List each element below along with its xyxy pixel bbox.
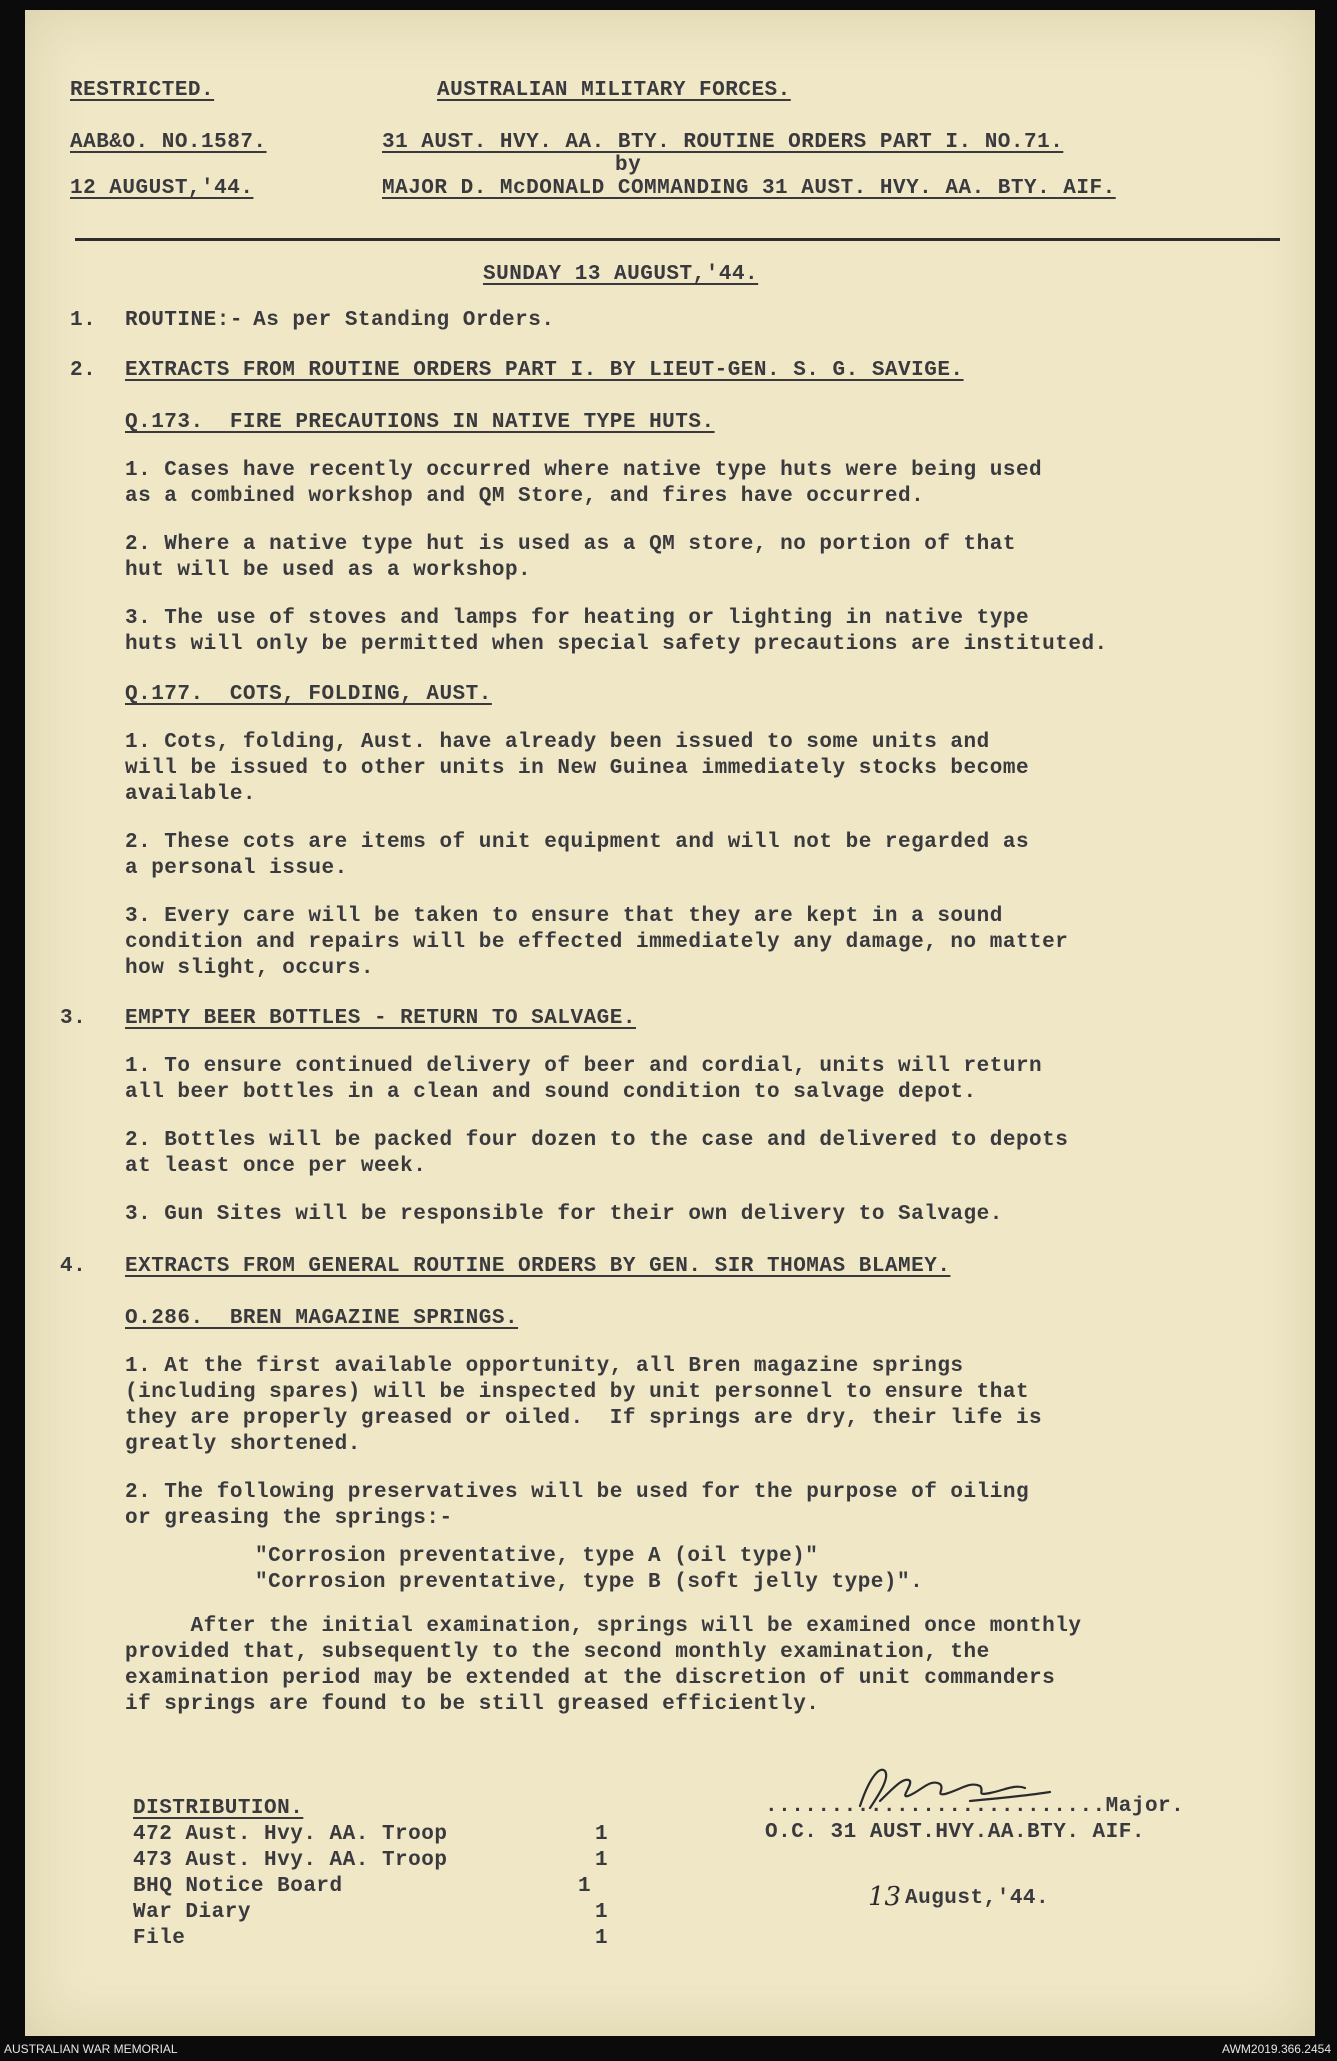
q177-para-3-line-2: condition and repairs will be effected immediately any damage, no matter: [125, 931, 1069, 954]
item-3-para-2-line-2: at least once per week.: [125, 1155, 427, 1178]
item-1-number: 1.: [70, 309, 97, 332]
distribution-row-qty: 1: [578, 1875, 592, 1898]
signature-unit: O.C. 31 AUST.HVY.AA.BTY. AIF.: [765, 1821, 1145, 1844]
distribution-row-name: War Diary: [133, 1901, 251, 1924]
footer-left: AUSTRALIAN WAR MEMORIAL: [4, 2042, 178, 2056]
q177-heading: Q.177. COTS, FOLDING, AUST.: [125, 683, 492, 706]
after-para-line-4: if springs are found to be still greased efficiently.: [125, 1693, 820, 1716]
item-2-number: 2.: [70, 359, 97, 382]
item-4-heading: EXTRACTS FROM GENERAL ROUTINE ORDERS BY GEN. SIR THOMAS BLAMEY.: [125, 1255, 951, 1278]
q286-heading: O.286. BREN MAGAZINE SPRINGS.: [125, 1307, 519, 1330]
commander-line: MAJOR D. McDONALD COMMANDING 31 AUST. HVY. AA. BTY. AIF.: [382, 177, 1116, 200]
item-3-number: 3.: [60, 1007, 87, 1030]
item-1-heading: ROUTINE:-: [125, 309, 243, 332]
q286-para-2-line-2: or greasing the springs:-: [125, 1507, 453, 1530]
q286-para-2-line-1: 2. The following preservatives will be used for the purpose of oiling: [125, 1481, 1030, 1504]
signature-date: August,'44.: [905, 1887, 1050, 1910]
q286-para-1-line-1: 1. At the first available opportunity, all Bren magazine springs: [125, 1355, 964, 1378]
q177-para-2-line-2: a personal issue.: [125, 857, 348, 880]
footer-right: AWM2019.366.2454: [1222, 2042, 1331, 2056]
q173-para-2-line-2: hut will be used as a workshop.: [125, 559, 532, 582]
distribution-row-name: BHQ Notice Board: [133, 1875, 343, 1898]
distribution-row-qty: 1: [595, 1823, 609, 1846]
distribution-row-qty: 1: [595, 1901, 609, 1924]
header-divider: [75, 238, 1280, 241]
q286-para-1-line-3: they are properly greased or oiled. If springs are dry, their life is: [125, 1407, 1043, 1430]
item-3-para-2-line-1: 2. Bottles will be packed four dozen to the case and delivered to depots: [125, 1129, 1069, 1152]
document-page: [25, 10, 1315, 2036]
q177-para-1-line-2: will be issued to other units in New Guinea immediately stocks become: [125, 757, 1030, 780]
day-heading: SUNDAY 13 AUGUST,'44.: [483, 263, 759, 286]
restricted-label: RESTRICTED.: [70, 79, 215, 102]
after-para-line-2: provided that, subsequently to the second monthly examination, the: [125, 1641, 990, 1664]
item-1-text: As per Standing Orders.: [240, 309, 555, 332]
distribution-row-name: 472 Aust. Hvy. AA. Troop: [133, 1823, 448, 1846]
q177-para-2-line-1: 2. These cots are items of unit equipment and will not be regarded as: [125, 831, 1030, 854]
distribution-row-name: File: [133, 1927, 186, 1950]
distribution-row-qty: 1: [595, 1849, 609, 1872]
q173-heading: Q.173. FIRE PRECAUTIONS IN NATIVE TYPE HUTS.: [125, 411, 715, 434]
q177-para-1-line-1: 1. Cots, folding, Aust. have already been issued to some units and: [125, 731, 990, 754]
item-4-number: 4.: [60, 1255, 87, 1278]
preservative-a: "Corrosion preventative, type A (oil type)": [255, 1545, 819, 1568]
item-3-heading: EMPTY BEER BOTTLES - RETURN TO SALVAGE.: [125, 1007, 636, 1030]
handwritten-day: 13: [868, 1882, 902, 1912]
q173-para-3-line-1: 3. The use of stoves and lamps for heating or lighting in native type: [125, 607, 1030, 630]
signature-line: ..........................Major.: [765, 1795, 1185, 1818]
item-3-para-1-line-2: all beer bottles in a clean and sound condition to salvage depot.: [125, 1081, 977, 1104]
q173-para-3-line-2: huts will only be permitted when special safety precautions are instituted.: [125, 633, 1108, 656]
q173-para-1-line-1: 1. Cases have recently occurred where native type huts were being used: [125, 459, 1043, 482]
distribution-row-name: 473 Aust. Hvy. AA. Troop: [133, 1849, 448, 1872]
item-3-para-1-line-1: 1. To ensure continued delivery of beer and cordial, units will return: [125, 1055, 1043, 1078]
after-para-line-3: examination period may be extended at the discretion of unit commanders: [125, 1667, 1056, 1690]
distribution-title: DISTRIBUTION.: [133, 1797, 304, 1820]
q286-para-1-line-4: greatly shortened.: [125, 1433, 361, 1456]
q286-para-1-line-2: (including spares) will be inspected by unit personnel to ensure that: [125, 1381, 1030, 1404]
orders-heading: 31 AUST. HVY. AA. BTY. ROUTINE ORDERS PART I. NO.71.: [382, 131, 1064, 154]
q177-para-3-line-3: how slight, occurs.: [125, 957, 374, 980]
after-para-line-1: After the initial examination, springs will be examined once monthly: [125, 1615, 1082, 1638]
item-2-heading: EXTRACTS FROM ROUTINE ORDERS PART I. BY LIEUT-GEN. S. G. SAVIGE.: [125, 359, 964, 382]
q173-para-1-line-2: as a combined workshop and QM Store, and fires have occurred.: [125, 485, 925, 508]
q173-para-2-line-1: 2. Where a native type hut is used as a QM store, no portion of that: [125, 533, 1016, 556]
distribution-row-qty: 1: [595, 1927, 609, 1950]
reference-number: AAB&O. NO.1587.: [70, 131, 267, 154]
archive-footer: [0, 2036, 1337, 2061]
q177-para-1-line-3: available.: [125, 783, 257, 806]
preservative-b: "Corrosion preventative, type B (soft jelly type)".: [255, 1571, 924, 1594]
issue-date: 12 AUGUST,'44.: [70, 177, 254, 200]
document-title: AUSTRALIAN MILITARY FORCES.: [437, 79, 791, 102]
q177-para-3-line-1: 3. Every care will be taken to ensure that they are kept in a sound: [125, 905, 1003, 928]
by-text: by: [615, 154, 642, 177]
item-3-para-3: 3. Gun Sites will be responsible for their own delivery to Salvage.: [125, 1203, 1003, 1226]
